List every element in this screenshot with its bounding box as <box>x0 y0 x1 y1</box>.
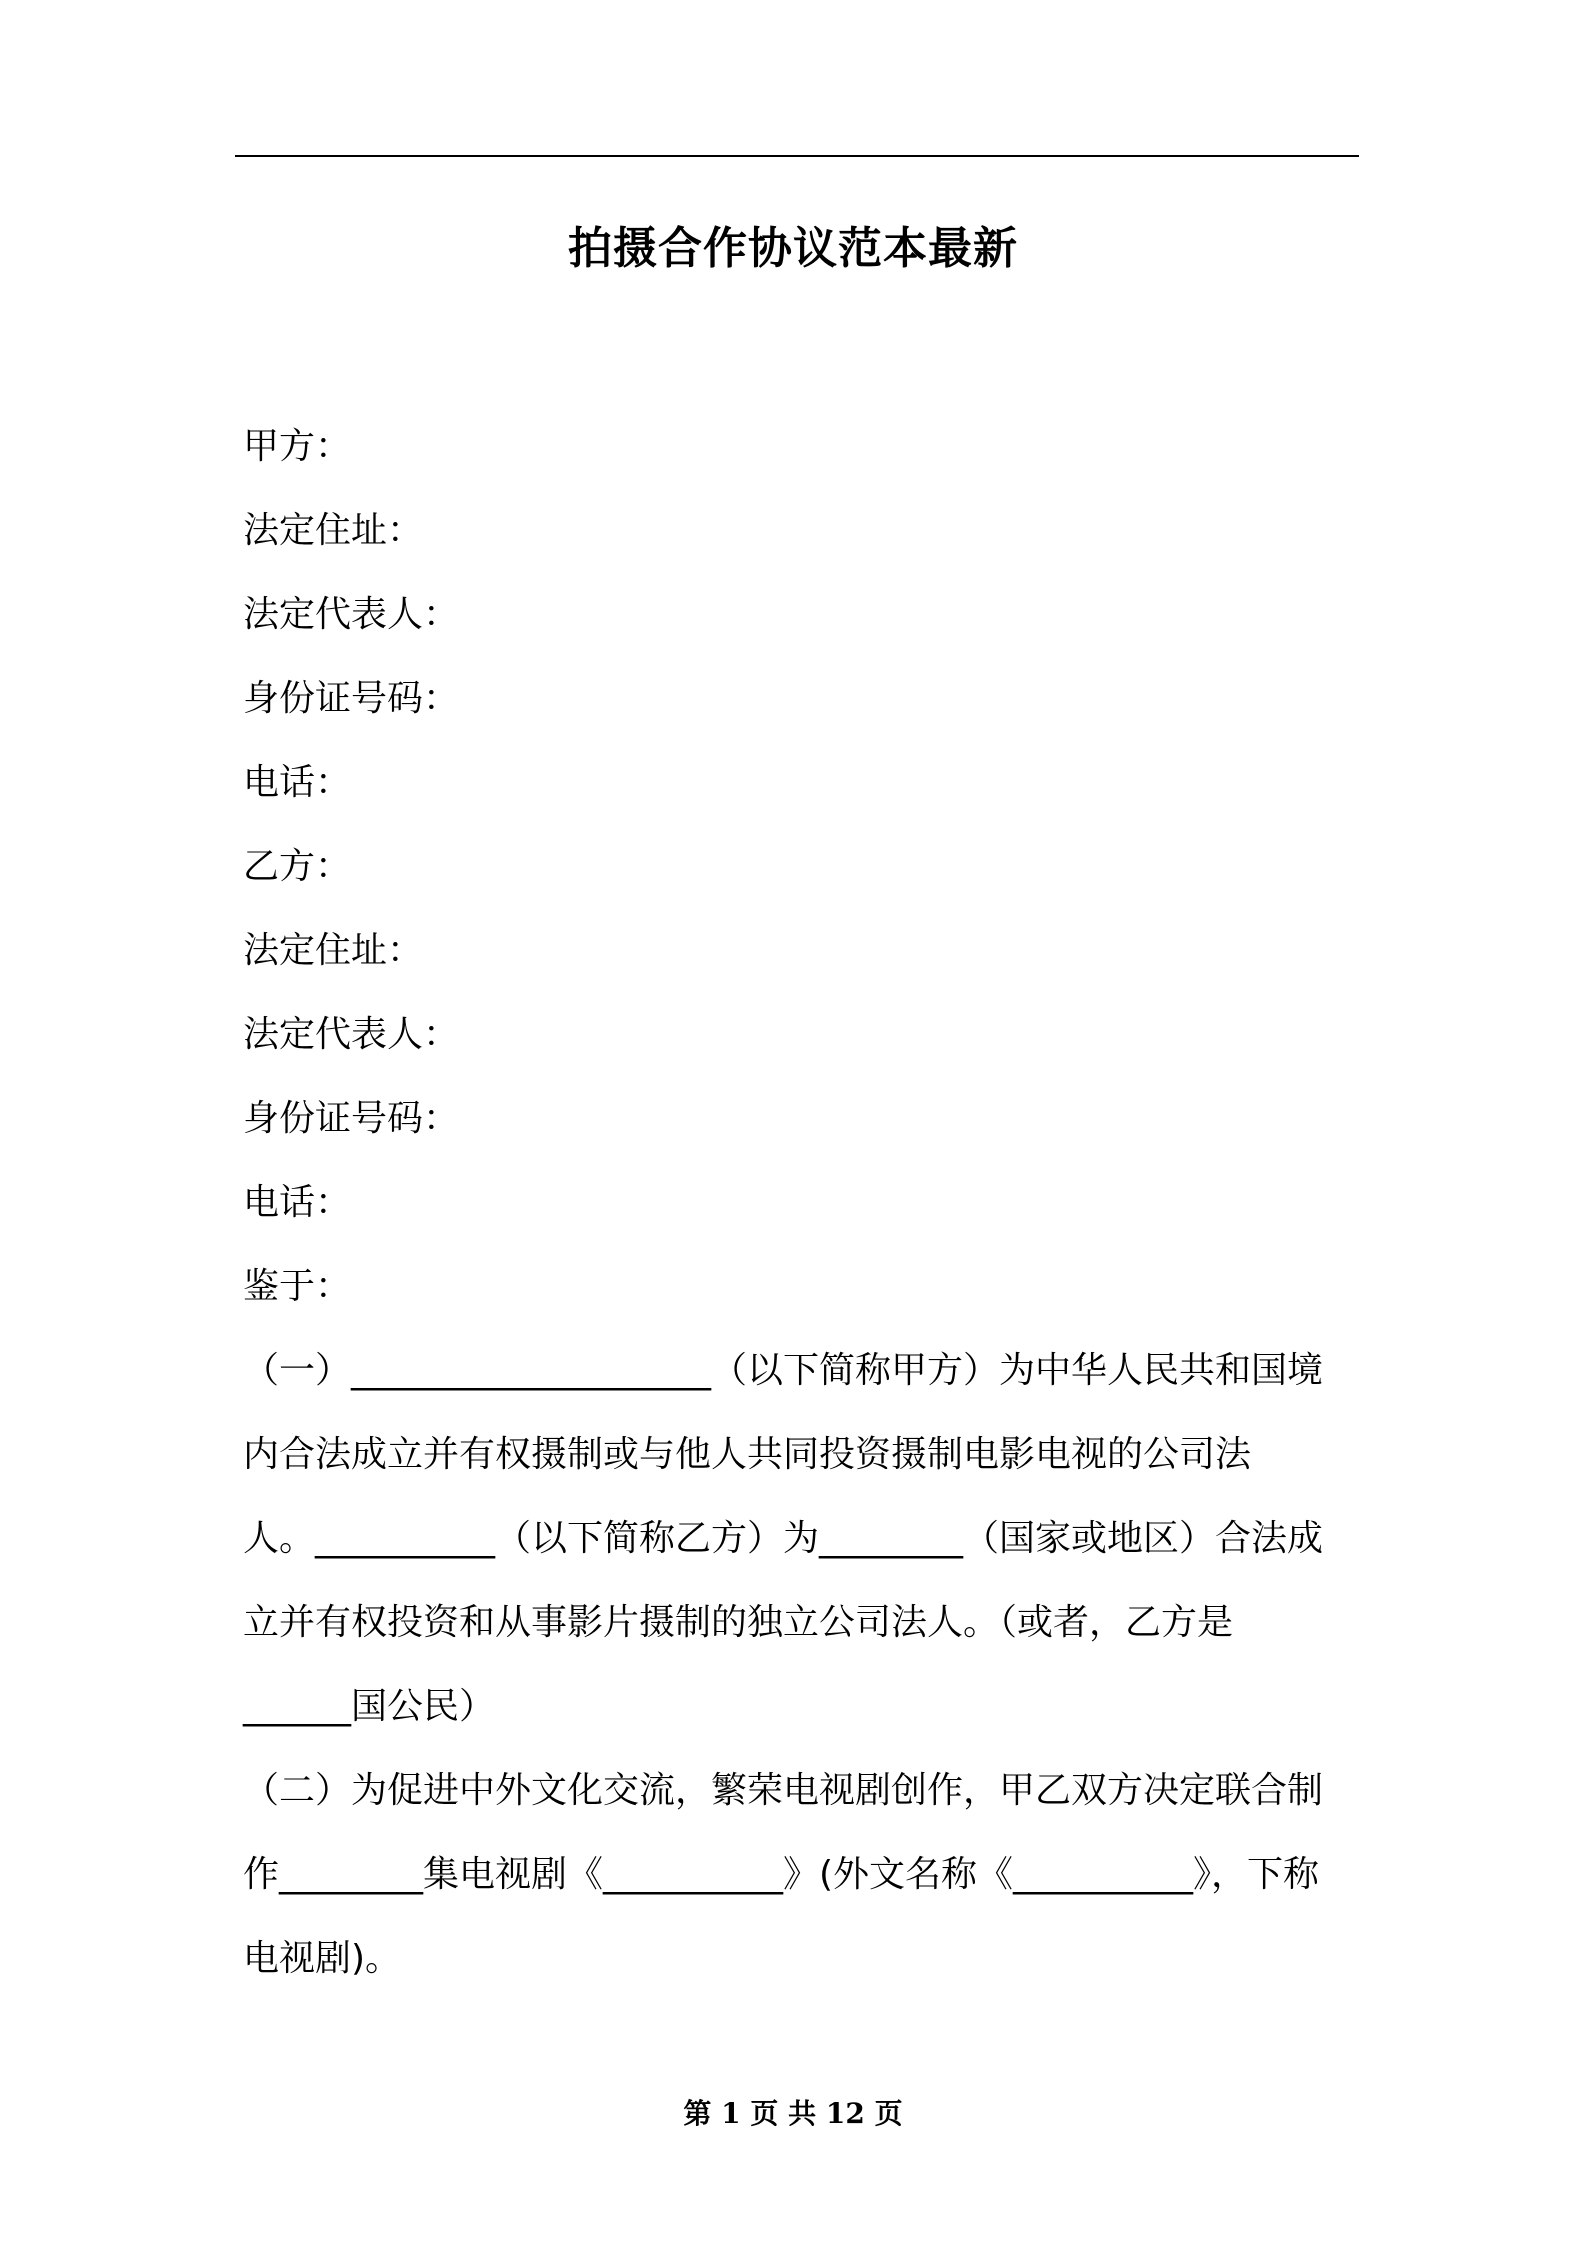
clause-2-line: 作________集电视剧《__________》(外文名称《__________》，下称 <box>243 1854 1320 1895</box>
clause-1-line: 内合法成立并有权摄制或与他人共同投资摄制电影电视的公司法 <box>243 1434 1252 1475</box>
whereas-label: 鉴于： <box>243 1266 352 1307</box>
party-a-address-label: 法定住址： <box>243 510 424 551</box>
party-b-id-label: 身份证号码： <box>243 1098 460 1139</box>
clause-1-line: ______国公民） <box>243 1686 496 1727</box>
clause-2-line: （二）为促进中外文化交流，繁荣电视剧创作，甲乙双方决定联合制 <box>243 1770 1324 1811</box>
document-title: 拍摄合作协议范本最新 <box>568 223 1018 274</box>
clause-2-paragraph <box>243 1749 1357 2001</box>
clause-2-line: 电视剧)。 <box>243 1938 402 1979</box>
clause-1-line: 立并有权投资和从事影片摄制的独立公司法人。（或者，乙方是 <box>243 1602 1234 1643</box>
clause-1-line: （一）____________________（以下简称甲方）为中华人民共和国境 <box>243 1350 1324 1391</box>
party-a-label: 甲方： <box>243 426 352 467</box>
party-a-id-label: 身份证号码： <box>243 678 460 719</box>
party-b-representative-label: 法定代表人： <box>243 1014 460 1055</box>
party-b-address-label: 法定住址： <box>243 930 424 971</box>
clause-1-paragraph <box>243 1329 1357 1749</box>
page-number-footer: 第 1 页 共 12 页 <box>683 2097 903 2130</box>
document-body <box>243 405 1357 2001</box>
clause-1-line: 人。__________（以下简称乙方）为________（国家或地区）合法成 <box>243 1518 1324 1559</box>
party-a-phone-label: 电话： <box>243 762 352 803</box>
party-b-phone-label: 电话： <box>243 1182 352 1223</box>
header-rule <box>235 155 1359 157</box>
party-a-representative-label: 法定代表人： <box>243 594 460 635</box>
party-b-label: 乙方： <box>243 846 352 887</box>
